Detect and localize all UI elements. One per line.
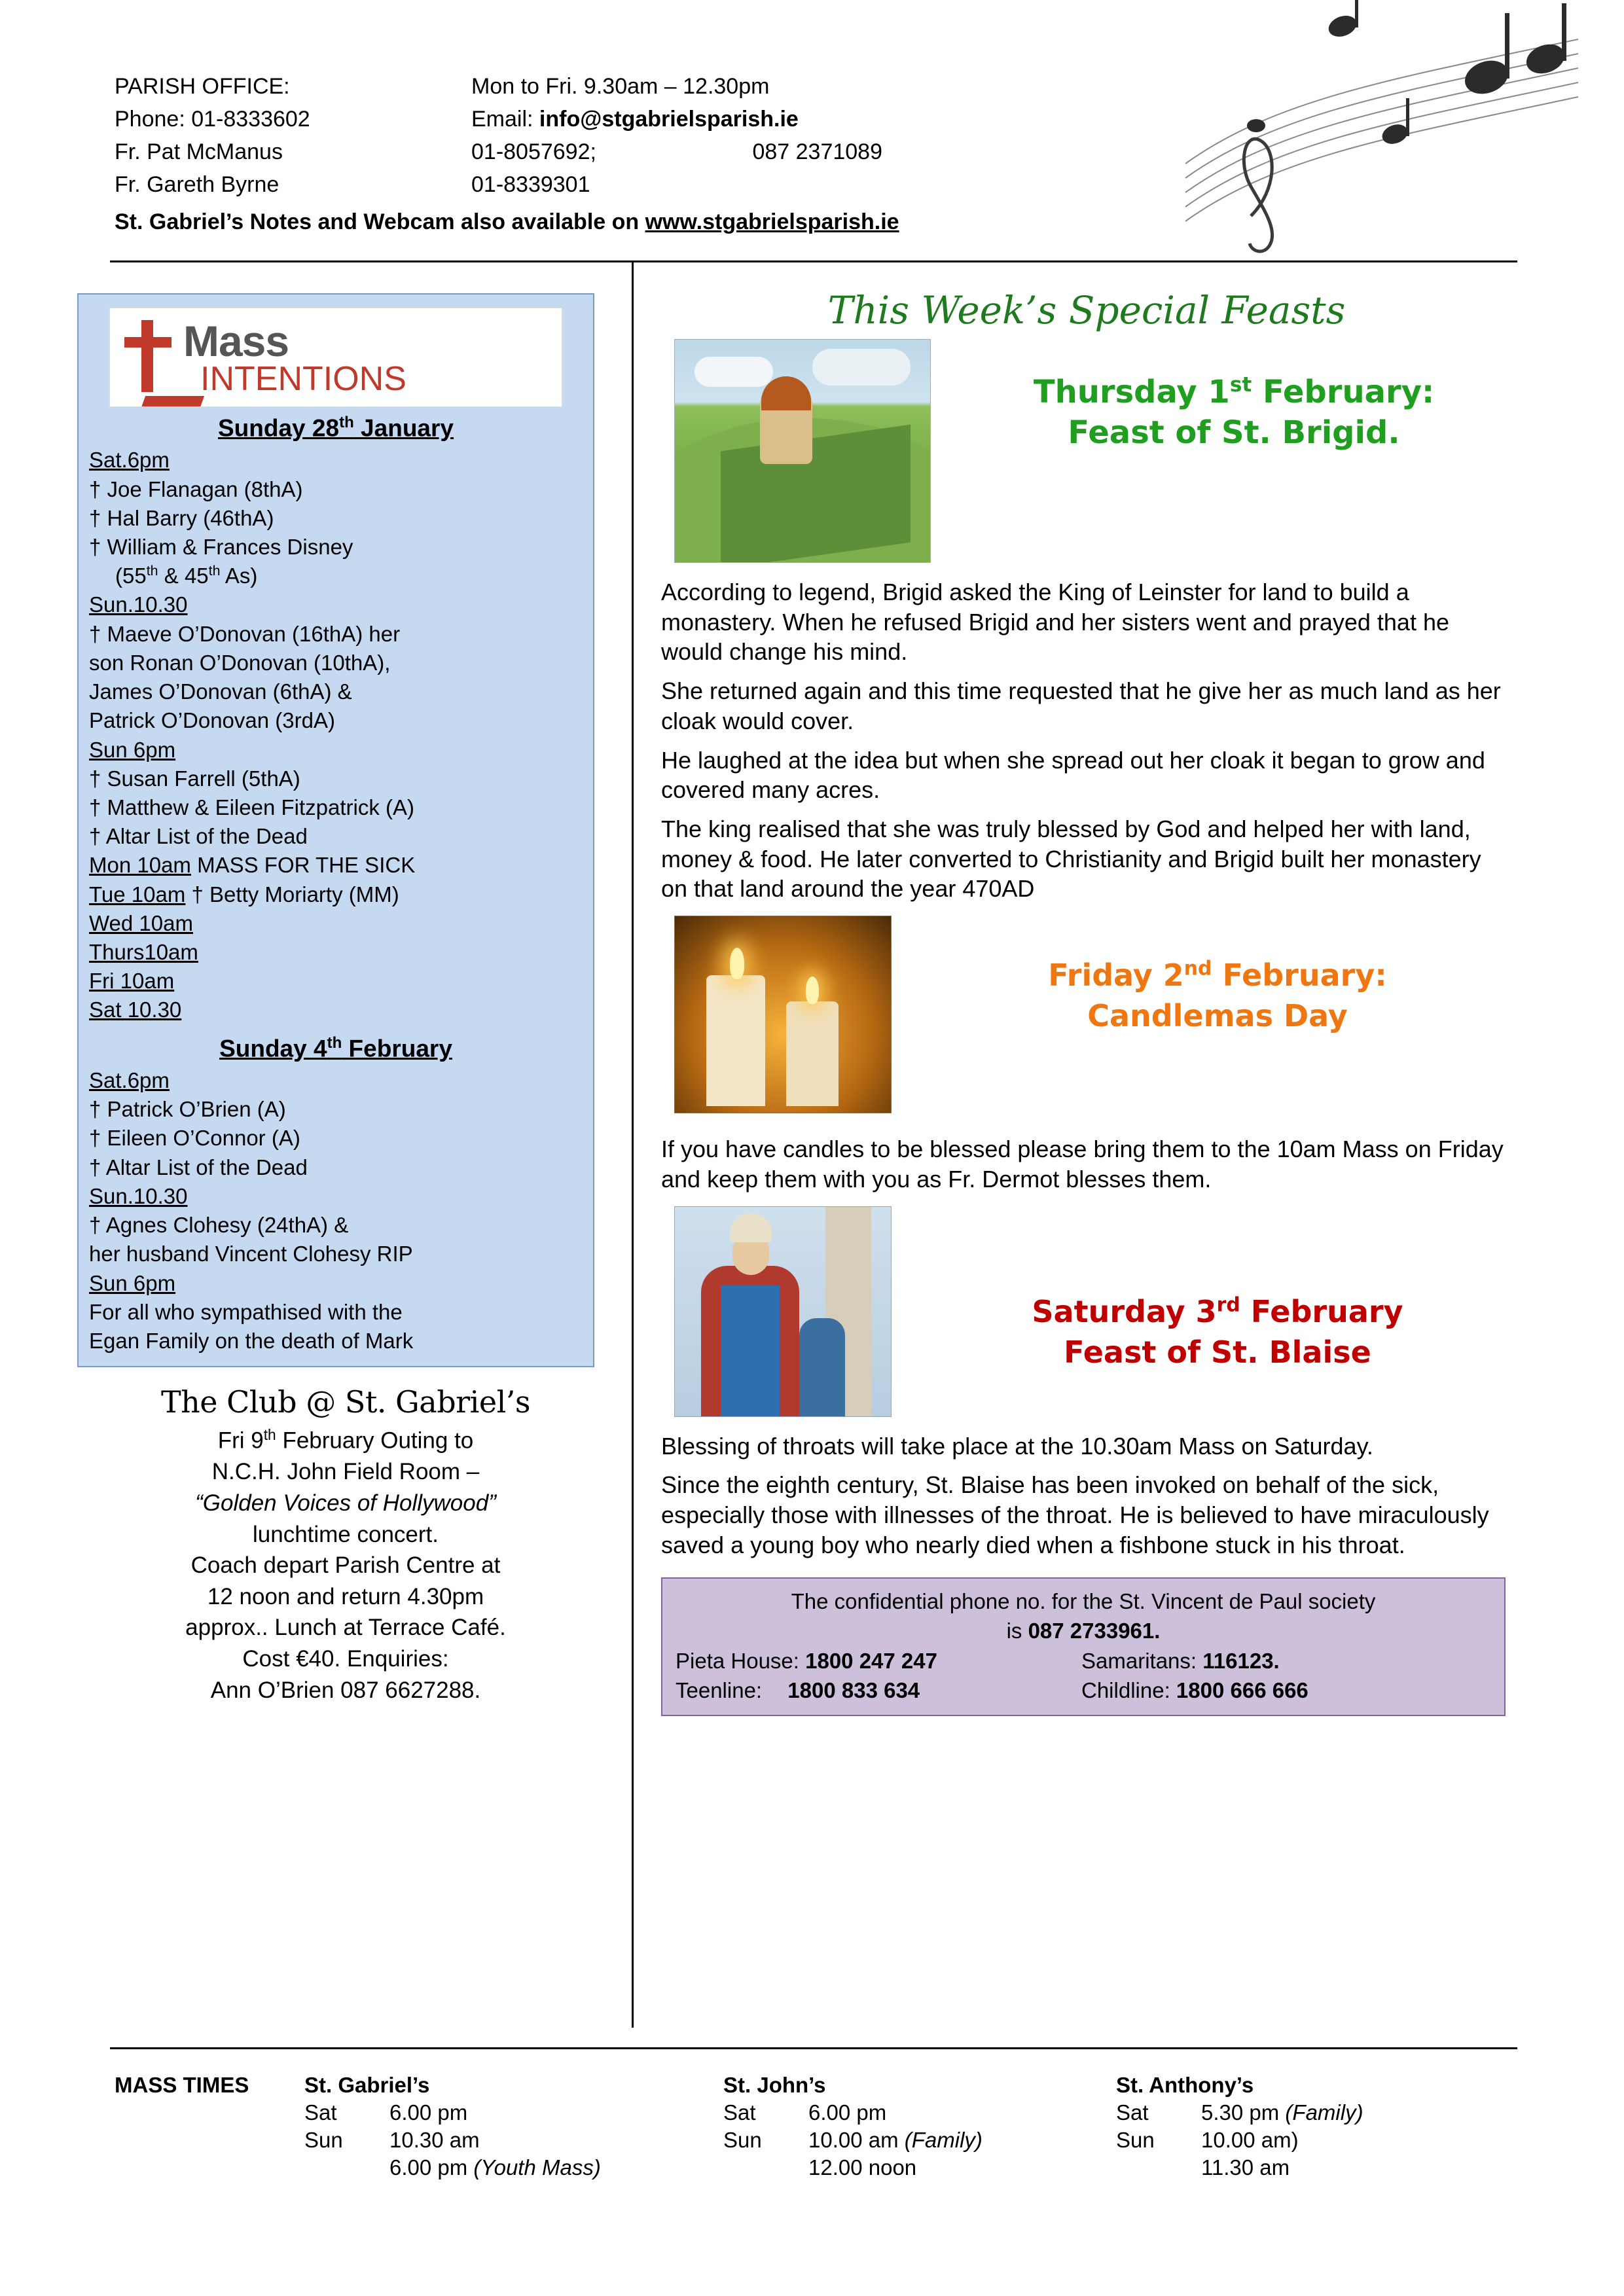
- helpline-cell: [1081, 1646, 1491, 1676]
- list-item: For all who sympathised with the: [89, 1299, 403, 1324]
- candle-body: [786, 1001, 839, 1106]
- table-row: [115, 137, 882, 170]
- office-email-cell: [471, 105, 882, 137]
- time-value: 10.00 am): [1201, 2128, 1299, 2152]
- weekday-row: [89, 851, 583, 880]
- weekday-label: Sat 10.30: [89, 997, 182, 1022]
- day-label: Sun: [1116, 2128, 1155, 2152]
- list-item: † Eileen O’Connor (A): [89, 1126, 300, 1151]
- svp-line-2: [676, 1616, 1491, 1646]
- sunday-28-january-heading: [89, 414, 583, 442]
- time-note: (Youth Mass): [473, 2155, 601, 2179]
- cloud-shape: [695, 357, 773, 387]
- anthonys-row-2: [1116, 2126, 1528, 2154]
- time-value: 10.00 am: [808, 2128, 899, 2152]
- sunday2-sup: th: [327, 1033, 342, 1052]
- time-value: 10.30 am: [389, 2128, 480, 2152]
- helpline-row: [676, 1646, 1491, 1676]
- st-blaise-image: [674, 1206, 892, 1417]
- list-item: † Hal Barry (46thA): [89, 505, 274, 530]
- svp-line-1: The confidential phone no. for the St. Vincent de Paul society: [791, 1588, 1376, 1613]
- candlemas-heading-line1: Friday 2nd February:: [1048, 957, 1387, 994]
- candles-image: [674, 916, 892, 1113]
- weekday-detail: MASS FOR THE SICK: [190, 853, 416, 878]
- office-phone: Phone: 01-8333602: [115, 106, 310, 132]
- weekday-label: Fri 10am: [89, 969, 175, 994]
- column-divider: [632, 260, 634, 2028]
- candlemas-heading-line2: Candlemas Day: [1087, 998, 1348, 1034]
- pieta-label: Pieta House:: [676, 1648, 799, 1673]
- svp-is-label: is: [1006, 1619, 1028, 1643]
- club-line: Coach depart Parish Centre at: [190, 1552, 501, 1579]
- st-brigid-heading-line2: Feast of St. Brigid.: [1068, 414, 1400, 452]
- table-row: [115, 2126, 1528, 2154]
- group-heading: Sun 6pm: [89, 737, 176, 762]
- st-blaise-heading: [923, 1206, 1512, 1372]
- johns-row-3: [723, 2154, 1116, 2181]
- email-value[interactable]: info@stgabrielsparish.ie: [539, 106, 799, 132]
- day-label: Sat: [1116, 2100, 1149, 2125]
- priest-1-mobile: 087 2371089: [752, 139, 882, 164]
- sunday2-post: February: [342, 1035, 452, 1062]
- webcam-text: St. Gabriel’s Notes and Webcam also available on: [115, 209, 645, 234]
- weekday-row: [89, 996, 583, 1024]
- flame-icon: [806, 977, 819, 1004]
- sunday1-pre: Sunday 28: [218, 414, 340, 442]
- table-row: [115, 2154, 1528, 2181]
- table-row: [115, 72, 882, 105]
- left-column: [77, 293, 614, 1706]
- club-line: Ann O’Brien 087 6627288.: [210, 1677, 481, 1703]
- gabriels-row-3: [304, 2154, 723, 2181]
- time-value: 6.00 pm: [389, 2155, 468, 2179]
- sunday1-sup: th: [339, 414, 354, 431]
- childline-number: 1800 666 666: [1176, 1678, 1308, 1703]
- group-heading: Sat.6pm: [89, 1068, 170, 1093]
- table-row: [115, 2099, 1528, 2126]
- group-heading: Sun 6pm: [89, 1270, 176, 1295]
- weekday-detail: † Betty Moriarty (MM): [185, 882, 399, 906]
- bishop-inner-robe: [721, 1285, 780, 1416]
- list-item: her husband Vincent Clohesy RIP: [89, 1242, 413, 1266]
- list-item: Egan Family on the death of Mark: [89, 1329, 414, 1353]
- weekday-row: [89, 967, 583, 996]
- st-blaise-paragraph: Blessing of throats will take place at the 10.30am Mass on Saturday.: [661, 1432, 1373, 1460]
- priest-2-phone: 01-8339301: [471, 171, 590, 197]
- group-heading: Sat.6pm: [89, 448, 170, 473]
- priest-1-phone: 01-8057692;: [471, 139, 596, 164]
- cloud-shape: [812, 349, 911, 386]
- parish-website-link[interactable]: www.stgabrielsparish.ie: [645, 209, 899, 234]
- svp-phone-number: 087 2733961.: [1028, 1619, 1161, 1643]
- mass-times-label: MASS TIMES: [115, 2073, 249, 2097]
- st-brigid-heading: [956, 339, 1512, 454]
- st-blaise-paragraph: Since the eighth century, St. Blaise has been invoked on behalf of the sick, especially those with illnesses of the throat. He is believed to have miraculously saved a young boy who nearly died when a fishbone stuck in his throat.: [661, 1471, 1489, 1558]
- parish-contact-table: [115, 72, 882, 203]
- list-item: son Ronan O’Donovan (10thA),: [89, 650, 391, 675]
- samaritans-label: Samaritans:: [1081, 1648, 1197, 1673]
- sunday1-post: January: [353, 414, 454, 442]
- club-line: Cost €40. Enquiries:: [242, 1646, 449, 1672]
- johns-row-1: [723, 2099, 1116, 2126]
- group-heading: Sun.10.30: [89, 1183, 188, 1208]
- time-note: (Family): [904, 2128, 983, 2152]
- weekday-row: [89, 880, 583, 909]
- candlemas-section: [661, 916, 1512, 1125]
- time-value: 6.00 pm: [389, 2100, 468, 2125]
- weekday-label: Wed 10am: [89, 910, 193, 935]
- list-item: † Agnes Clohesy (24thA) &: [89, 1213, 349, 1238]
- candlemas-heading: [923, 916, 1512, 1036]
- sunday2-pre: Sunday 4: [219, 1035, 327, 1062]
- anthonys-row-3: [1116, 2154, 1528, 2181]
- helpline-cell: [676, 1676, 1081, 1706]
- priest-2-name: Fr. Gareth Byrne: [115, 171, 280, 197]
- footer-divider: [110, 2047, 1517, 2049]
- weekday-label: Tue 10am: [89, 882, 186, 906]
- club-line: Fri 9th February Outing to: [217, 1426, 474, 1454]
- st-brigid-paragraph: She returned again and this time requested that he give her as much land as her cloak would cover.: [661, 677, 1501, 734]
- cross-bar-icon: [124, 337, 171, 348]
- weekday-row: [89, 938, 583, 967]
- club-line: “Golden Voices of Hollywood”: [195, 1490, 496, 1516]
- mass-times-footer: [115, 2072, 1528, 2181]
- time-value: 12.00 noon: [808, 2155, 917, 2179]
- day-label: Sun: [304, 2128, 343, 2152]
- anthonys-row-1: [1116, 2099, 1528, 2126]
- time-value: 11.30 am: [1201, 2155, 1290, 2179]
- johns-row-2: [723, 2126, 1116, 2154]
- mass-intentions-logo: [109, 308, 562, 407]
- sunday-4-february-heading: [89, 1034, 583, 1062]
- list-item: † Joe Flanagan (8thA): [89, 476, 303, 501]
- table-row: [115, 170, 882, 203]
- right-column: [661, 288, 1512, 1716]
- st-brigid-paragraph: According to legend, Brigid asked the King of Leinster for land to build a monastery. When he refused Brigid and her sisters went and prayed that he would change his mind.: [661, 579, 1449, 666]
- list-item: Patrick O’Donovan (3rdA): [89, 708, 335, 733]
- st-brigid-heading-line1: Thursday 1st February:: [1033, 373, 1435, 410]
- candlemas-paragraph: If you have candles to be blessed please bring them to the 10am Mass on Friday and keep them with you as Fr. Dermot blesses them.: [661, 1136, 1504, 1193]
- club-line: 12 noon and return 4.30pm: [207, 1583, 484, 1609]
- church-name-anthonys: St. Anthony’s: [1116, 2073, 1254, 2097]
- pieta-number: 1800 247 247: [805, 1648, 937, 1673]
- helpline-box: [661, 1577, 1506, 1716]
- club-title: The Club @ St. Gabriel’s: [160, 1384, 531, 1420]
- teenline-label: Teenline:: [676, 1678, 763, 1703]
- club-line: N.C.H. John Field Room –: [211, 1459, 480, 1485]
- teenline-number: 1800 833 634: [787, 1678, 920, 1703]
- list-item: † Altar List of the Dead: [89, 1155, 308, 1179]
- weekday-label: Mon 10am: [89, 853, 191, 878]
- list-item: (55th & 45th As): [115, 563, 258, 588]
- list-item: † Altar List of the Dead: [89, 824, 308, 849]
- day-label: Sat: [723, 2100, 756, 2125]
- child-figure: [799, 1318, 845, 1416]
- office-label: PARISH OFFICE:: [115, 74, 290, 99]
- list-item: † Susan Farrell (5thA): [89, 766, 300, 791]
- samaritans-number: 116123.: [1202, 1648, 1280, 1673]
- priest-1-contact: [471, 137, 882, 170]
- childline-label: Childline:: [1081, 1678, 1170, 1703]
- table-row: [115, 105, 882, 137]
- time-value: 6.00 pm: [808, 2100, 887, 2125]
- time-note: (Family): [1285, 2100, 1363, 2125]
- gabriels-row-1: [304, 2099, 723, 2126]
- helpline-cell: [1081, 1676, 1491, 1706]
- mass-intentions-box: [77, 293, 594, 1367]
- day-label: Sat: [304, 2100, 337, 2125]
- email-label: Email:: [471, 106, 533, 132]
- group-heading: Sun.10.30: [89, 592, 188, 617]
- st-blaise-heading-line2: Feast of St. Blaise: [1064, 1334, 1371, 1370]
- mitre-icon: [730, 1213, 772, 1242]
- list-item: † Matthew & Eileen Fitzpatrick (A): [89, 795, 414, 819]
- logo-word-intentions: INTENTIONS: [200, 360, 406, 398]
- st-brigid-image: [674, 339, 931, 563]
- st-blaise-heading-line1: Saturday 3rd February: [1032, 1293, 1403, 1329]
- table-row: [115, 2072, 1528, 2099]
- list-item: † Patrick O’Brien (A): [89, 1097, 286, 1122]
- club-line: lunchtime concert.: [252, 1521, 439, 1547]
- list-item: † Maeve O’Donovan (16thA) her: [89, 621, 401, 646]
- time-value: 5.30 pm: [1201, 2100, 1280, 2125]
- special-feasts-title: This Week’s Special Feasts: [827, 288, 1346, 332]
- flame-icon: [730, 948, 744, 979]
- list-item: James O’Donovan (6thA) &: [89, 679, 352, 704]
- list-item: † William & Frances Disney: [89, 534, 353, 559]
- club-line: approx.. Lunch at Terrace Café.: [185, 1615, 506, 1641]
- music-notes-decoration: [1179, 0, 1585, 262]
- weekday-row: [89, 909, 583, 938]
- church-name-gabriels: St. Gabriel’s: [304, 2073, 430, 2097]
- weekday-label: Thurs10am: [89, 940, 198, 965]
- mass-times-table: [115, 2072, 1528, 2181]
- office-hours: Mon to Fri. 9.30am – 12.30pm: [471, 74, 770, 99]
- st-brigid-paragraph: The king realised that she was truly blessed by God and helped her with land, money & food. He later converted to Christianity and Brigid built her monastery on that land around the year 470AD: [661, 816, 1481, 903]
- day-label: Sun: [723, 2128, 762, 2152]
- header-divider: [110, 260, 1517, 262]
- gabriels-row-2: [304, 2126, 723, 2154]
- st-brigid-paragraph: He laughed at the idea but when she spread out her cloak it began to grow and covered many acres.: [661, 746, 1485, 804]
- priest-1-name: Fr. Pat McManus: [115, 139, 283, 164]
- helpline-row: [676, 1676, 1491, 1706]
- logo-word-mass: Mass: [183, 317, 289, 365]
- st-brigid-section: [661, 339, 1512, 568]
- church-name-johns: St. John’s: [723, 2073, 826, 2097]
- candle-body: [706, 975, 765, 1106]
- st-blaise-section: [661, 1206, 1512, 1422]
- helpline-cell: [676, 1646, 1081, 1676]
